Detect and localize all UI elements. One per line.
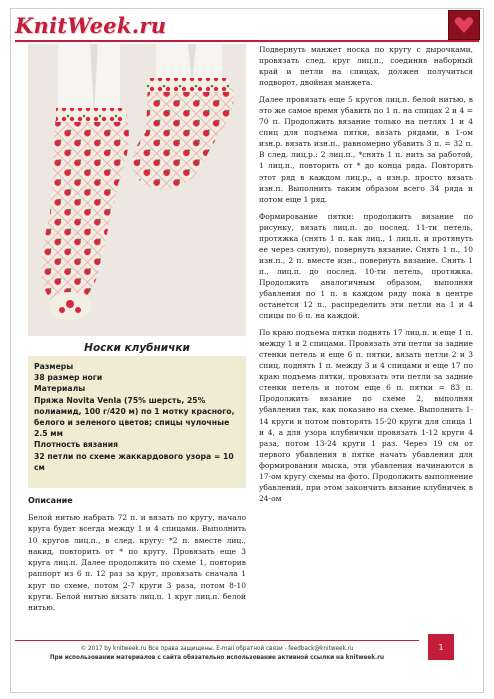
instruction-paragraph: По краю подъема пятки поднять 17 лиц.п. и еще 1 п. между 1 и 2 спицами. Провязать эти петли за задние стенки петель и еще 6 п. пятки, вязать петли 2 и 3 спиц, поднять 1 п. между 3 и 4 спицами и еще 17 по краю подъема пятки, провязать эти петли за задние стенки петель и потом еще 6 п. пятки = 83 п. Продолжить вязание по схеме 2, выполняя убавления так, как показано на схеме. Выполнить 1-14 круги и потом повторять 15-20 круги для спица 1 и 4, а для узора клубнички провязать 1-12 круги 4 раза, потом 13-24 круги 1 раз. Через 19 см от первого убавления в пятке начать убавления для формирования мыска, эти убавления начинаются в 17-ом кругу схемы на фото. Продолжить выполнение убавлений, при этом закончить вязание клубничек в 24-ом	[259, 328, 473, 503]
spec-sizes-heading: Размеры	[34, 362, 74, 371]
spec-sizes-value: 38 размер ноги	[34, 373, 103, 383]
instruction-paragraph: Далее провязать еще 5 кругов лиц.п. белой нитью, в это же самое время убавить по 1 п. на спицах 2 и 4 = 70 п. Продолжить вязание только на петлях 1 и 4 спиц для подъема пятки, вязать рядами, в 1-ом изн.р. вязать изн.п., равномерно убавить 3 п. = 32 п. В след. лиц.р.: 2 лиц.п., *снять 1 п. нить за работой, 1 лиц.п., повторить от * до конца ряда. Повторять этот ряд в каждом лиц.р., а изн.р. просто вязать изн.п. Выполнить таким образом всего 34 ряда и потом еще 1 ряд.	[259, 95, 473, 204]
spec-gauge-heading: Плотность вязания	[34, 440, 119, 450]
footer-divider	[15, 640, 419, 641]
description-text: Белой нитью набрать 72 п. и вязать по кругу, начало круга будет всегда между 1 и 4 спицами. Выполнить 10 кругов лиц.п., в след. кругу: *2 п. вместе лиц., накид, повторить от * по кругу. Провязать еще 3 круга лиц.п. Далее продолжить по схеме 1, повторив раппорт из 6 п. 12 раз за круг, провязать сначала 1 круг по схеме, потом 2-7 круги 3 раза, потом 8-10 круги. Белой нитью вязать лиц.п. 1 круг лиц.п. белой нитью.	[28, 513, 246, 613]
description-body	[28, 512, 246, 614]
specs-box	[28, 356, 246, 488]
instruction-paragraph: Подвернуть манжет носка по кругу с дырочками, провязать след. круг лиц.п., соединив наборный край и петли на спицах, должен получиться подворот, двойная манжета.	[259, 45, 473, 88]
instructions-column	[259, 44, 473, 510]
header-divider	[15, 40, 479, 42]
spec-gauge-value: 32 петли по схеме жаккардового узора = 10 см	[34, 451, 234, 472]
instruction-paragraph: Формирование пятки: продолжить вязание по рисунку, вязать лиц.п. до послед. 11-ти петель, протяжка (снять 1 п. как лиц., 1 лиц.п. и протянуть ее через снятую), повернуть вязание. Снять 1 п., 10 изн.п., 2 п. вместе изн., повернуть вязание. Снять 1 п., лиц.п. до послед. 10-ти петель, протяжка. Продолжить аналогичным образом, выполняя убавления по 1 п. в каждом ряду пока в центре останется 12 п., распределить эти петли на 1 и 4 спицы по 6 п. на каждой.	[259, 211, 473, 321]
spec-materials-value: Пряжа Novita Venla (75% шерсть, 25% полиамид, 100 г/420 м) по 1 мотку красного, белого и зеленого цветов; спицы чулочные 2.5 мм	[34, 395, 235, 439]
footer-copyright: © 2017 by knitweek.ru Все права защищены. E-mail обратной связи - feedback@knitweek.ru	[80, 646, 354, 652]
footer	[15, 645, 419, 663]
site-logo[interactable]: KnitWeek.ru	[15, 13, 167, 38]
heart-logo-icon	[448, 10, 480, 40]
photo-caption: Носки клубнички	[84, 342, 190, 354]
description-heading: Описание	[28, 496, 73, 505]
page-number: 1	[428, 634, 454, 660]
spec-materials-heading: Материалы	[34, 384, 86, 394]
footer-usage-note: При использовании материалов с сайта обязательно использование активной ссылки на knitweek.ru	[49, 655, 385, 661]
socks-photo	[28, 44, 246, 336]
